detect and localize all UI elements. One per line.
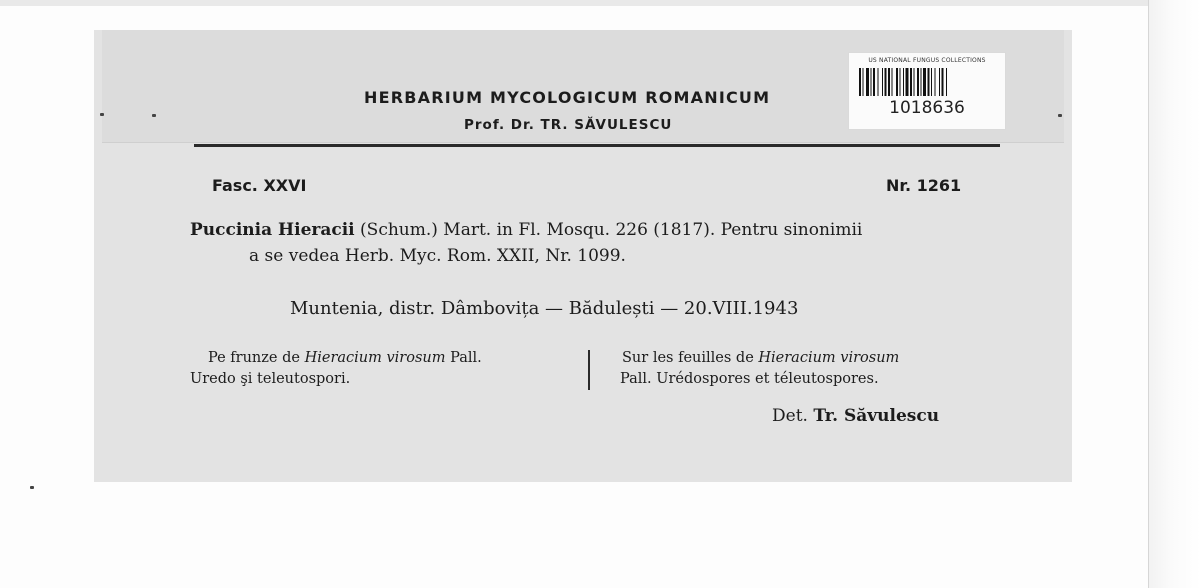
speck (1058, 114, 1062, 117)
determiner (772, 406, 939, 426)
barcode-number: 1018636 (889, 98, 965, 118)
host-fr-species: Hieracium virosum (758, 350, 900, 366)
det-name: Tr. Săvulescu (813, 406, 940, 426)
specimen-number: Nr. 1261 (886, 176, 962, 195)
header-rule (194, 144, 1000, 147)
speck (100, 113, 104, 116)
host-fr-prefix: Sur les feuilles de (622, 350, 759, 366)
synonym-reference: a se vedea Herb. Myc. Rom. XXII, Nr. 1099. (249, 246, 626, 266)
spores-romanian: Uredo şi teleutospori. (190, 371, 351, 387)
species-authority: (Schum.) Mart. in Fl. Mosqu. 226 (1817). Pentru sinonimii (360, 220, 863, 240)
species-line (190, 220, 862, 240)
herbarium-title: HERBARIUM MYCOLOGICUM ROMANICUM (364, 88, 771, 107)
fascicle: Fasc. XXVI (212, 176, 307, 195)
host-french (622, 350, 899, 366)
barcode-label (848, 52, 1006, 130)
host-ro-suffix: Pall. (445, 350, 482, 366)
sheet-edge (1148, 0, 1200, 588)
speck (152, 114, 156, 117)
species-name: Puccinia Hieracii (190, 220, 355, 240)
host-romanian (208, 350, 482, 366)
det-prefix: Det. (772, 406, 814, 426)
host-ro-prefix: Pe frunze de (208, 350, 305, 366)
column-divider (588, 350, 590, 390)
spores-french: Pall. Urédospores et téleutospores. (620, 371, 879, 387)
speck (30, 486, 34, 489)
professor-line: Prof. Dr. TR. SĂVULESCU (464, 117, 673, 133)
locality: Muntenia, distr. Dâmbovița — Bădulești — 20.VIII.1943 (290, 298, 799, 319)
barcode-caption: US NATIONAL FUNGUS COLLECTIONS (868, 57, 986, 64)
host-ro-species: Hieracium virosum (304, 350, 446, 366)
barcode-icon (859, 68, 995, 96)
